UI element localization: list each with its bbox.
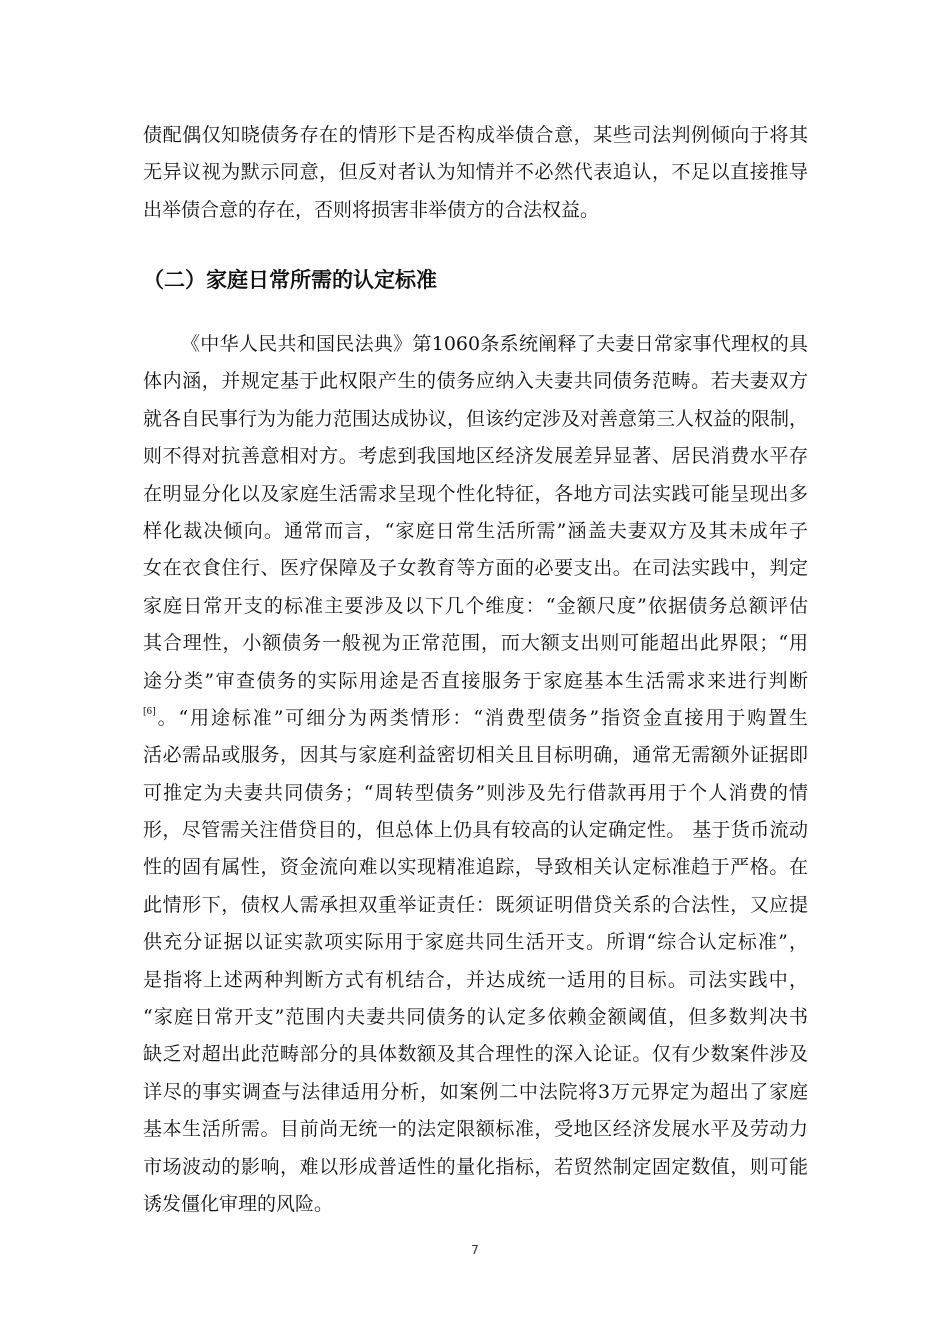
paragraph-line: 此情形下，债权人需承担双重举证责任：既须证明借贷关系的合法性，又应提 [143,893,808,916]
paragraph-line: 在明显分化以及家庭生活需求呈现个性化特征，各地方司法实践可能呈现出多 [143,482,808,505]
paragraph-line: 《中华人民共和国民法典》第1060条系统阐释了夫妻日常家事代理权的具 [181,333,808,355]
paragraph-line: 活必需品或服务，因其与家庭利益密切相关且目标明确，通常无需额外证据即 [143,744,808,767]
paragraph-line: 形，尽管需关注借贷目的，但总体上仍具有较高的认定确定性。 基于货币流动 [143,819,808,842]
paragraph-line: 家庭日常开支的标准主要涉及以下几个维度：“金额尺度”依据债务总额评估 [143,594,808,617]
citation-line-text: 。“用途标准”可细分为两类情形：“消费型债务”指资金直接用于购置生 [155,706,808,729]
body-paragraph [143,326,808,1223]
paragraph-line: “家庭日常开支”范围内夫妻共同债务的认定多依赖金额阈值，但多数判决书 [143,1006,808,1029]
paragraph-line: 详尽的事实调查与法律适用分析，如案例二中法院将3万元界定为超出了家庭 [143,1080,808,1103]
paragraph-line: 则不得对抗善意相对方。考虑到我国地区经济发展差异显著、居民消费水平存 [143,445,808,468]
paragraph-line: 出举债合意的存在，否则将损害非举债方的合法权益。 [143,198,600,221]
paragraph-line: 诱发僵化审理的风险。 [143,1192,334,1215]
section-heading: （二）家庭日常所需的认定标准 [143,268,437,292]
paragraph-line-citation [143,700,808,737]
paragraph-line: 缺乏对超出此范畴部分的具体数额及其合理性的深入论证。仅有少数案件涉及 [143,1043,808,1066]
paragraph-line: 样化裁决倾向。通常而言，“家庭日常生活所需”涵盖夫妻双方及其未成年子 [143,519,808,542]
paragraph-line: 市场波动的影响，难以形成普适性的量化指标，若贸然制定固定数值，则可能 [143,1155,808,1178]
citation-mark: [6] [143,706,156,717]
intro-paragraph [143,117,808,229]
paragraph-line: 基本生活所需。目前尚无统一的法定限额标准，受地区经济发展水平及劳动力 [143,1118,808,1141]
page-number: 7 [471,1243,479,1257]
paragraph-line: 无异议视为默示同意，但反对者认为知情并不必然代表追认，不足以直接推导 [143,161,808,184]
paragraph-line: 其合理性，小额债务一般视为正常范围，而大额支出则可能超出此界限；“用 [143,632,808,655]
paragraph-line: 途分类”审查债务的实际用途是否直接服务于家庭基本生活需求来进行判断 [143,669,808,692]
paragraph-line: 可推定为夫妻共同债务；“周转型债务”则涉及先行借款再用于个人消费的情 [143,781,808,804]
paragraph-line: 是指将上述两种判断方式有机结合，并达成统一适用的目标。司法实践中， [143,968,808,991]
paragraph-line: 女在衣食住行、医疗保障及子女教育等方面的必要支出。在司法实践中，判定 [143,557,808,580]
paragraph-line: 就各自民事行为为能力范围达成协议，但该约定涉及对善意第三人权益的限制， [143,407,809,430]
paragraph-line: 体内涵，并规定基于此权限产生的债务应纳入夫妻共同债务范畴。若夫妻双方 [143,370,808,393]
paragraph-line: 性的固有属性，资金流向难以实现精准追踪，导致相关认定标准趋于严格。在 [143,856,808,879]
paragraph-line: 债配偶仅知晓债务存在的情形下是否构成举债合意，某些司法判例倾向于将其 [143,124,808,146]
paragraph-line: 供充分证据以证实款项实际用于家庭共同生活开支。所谓“综合认定标准”， [143,931,808,954]
